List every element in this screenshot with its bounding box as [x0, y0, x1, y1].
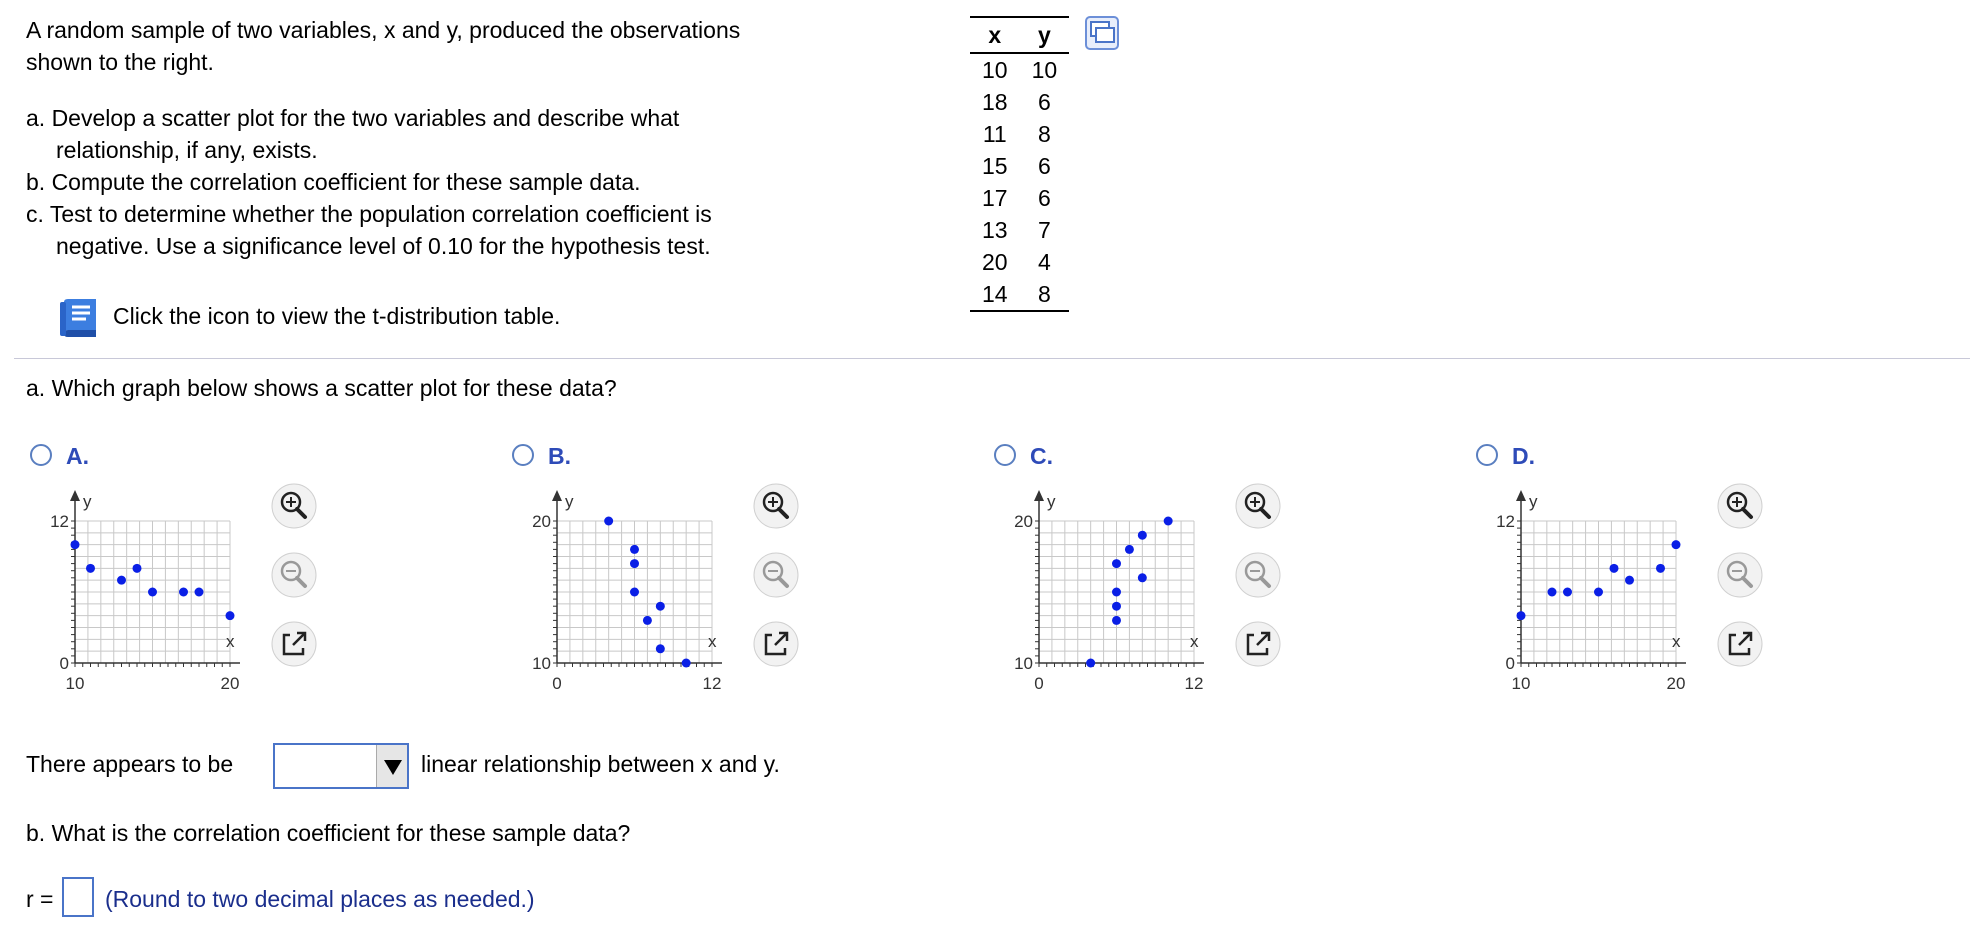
data-point: [604, 517, 613, 526]
data-point: [1672, 540, 1681, 549]
x-axis-label: x: [1190, 632, 1199, 651]
cell-y: 7: [1037, 216, 1051, 243]
intro-line: A random sample of two variables, x and y, produced the observations: [26, 17, 741, 43]
x-tick-label: 12: [1184, 674, 1204, 693]
cell-y: 10: [1031, 56, 1058, 83]
y-tick-label: 12: [1496, 512, 1515, 531]
option-d-label: D.: [1512, 443, 1535, 469]
r-input[interactable]: [62, 877, 94, 917]
data-point: [1164, 517, 1173, 526]
part-c-line: negative. Use a significance level of 0.10 for the hypothesis test.: [56, 233, 711, 259]
table-row: [970, 246, 1069, 278]
data-point: [643, 616, 652, 625]
zoom-out-icon[interactable]: [1234, 551, 1282, 599]
cell-y: 8: [1020, 278, 1070, 311]
x-tick-label: 20: [1666, 674, 1686, 693]
problem-statement: [26, 14, 886, 262]
cell-y: 8: [1037, 120, 1051, 147]
data-point: [1610, 564, 1619, 573]
data-point: [656, 644, 665, 653]
section-divider: [14, 358, 1970, 359]
popout-icon[interactable]: [752, 620, 800, 668]
data-point: [71, 540, 80, 549]
y-axis-arrow: [552, 490, 562, 501]
part-b-line: b. Compute the correlation coefficient for these sample data.: [26, 169, 641, 195]
question-a: a. Which graph below shows a scatter plot for these data?: [26, 375, 617, 401]
scatter-plot-d: [1476, 485, 1686, 700]
x-tick-label: 10: [1511, 674, 1531, 693]
data-point: [1625, 576, 1634, 585]
zoom-in-icon[interactable]: [270, 482, 318, 530]
data-point: [1548, 588, 1557, 597]
cell-y: 6: [1037, 88, 1051, 115]
y-axis-arrow: [1516, 490, 1526, 501]
y-axis-arrow: [70, 490, 80, 501]
column-header-y: y: [1020, 17, 1070, 53]
data-point: [1656, 564, 1665, 573]
relationship-sentence-start: There appears to be: [26, 751, 234, 777]
y-tick-label: 10: [1014, 654, 1033, 673]
copy-table-icon[interactable]: [1085, 16, 1119, 50]
data-point: [630, 588, 639, 597]
y-axis-label: y: [83, 492, 92, 511]
y-tick-label: 20: [532, 512, 551, 531]
data-point: [1112, 559, 1121, 568]
zoom-out-icon[interactable]: [752, 551, 800, 599]
part-c-line: c. Test to determine whether the population correlation coefficient is: [26, 201, 712, 227]
data-point: [1563, 588, 1572, 597]
y-tick-label: 0: [59, 654, 69, 673]
data-point: [630, 545, 639, 554]
table-row: [970, 86, 1069, 118]
table-row: [970, 278, 1069, 311]
cell-x: 13: [982, 216, 1008, 243]
data-point: [1138, 573, 1147, 582]
table-row: [970, 150, 1069, 182]
intro-line: shown to the right.: [26, 49, 214, 75]
table-row: [970, 118, 1069, 150]
part-a-line: a. Develop a scatter plot for the two variables and describe what: [26, 105, 680, 131]
zoom-out-icon[interactable]: [1716, 551, 1764, 599]
cell-x: 10: [982, 56, 1008, 83]
y-tick-label: 12: [50, 512, 69, 531]
option-b-radio[interactable]: [512, 444, 534, 466]
y-tick-label: 10: [532, 654, 551, 673]
zoom-out-icon[interactable]: [270, 551, 318, 599]
x-tick-label: 0: [1034, 674, 1044, 693]
question-b: b. What is the correlation coefficient for these sample data?: [26, 820, 631, 846]
scatter-plot-b: [512, 485, 722, 700]
x-axis-label: x: [226, 632, 235, 651]
data-point: [195, 588, 204, 597]
data-point: [1594, 588, 1603, 597]
data-point: [133, 564, 142, 573]
scatter-plot-c: [994, 485, 1204, 700]
x-tick-label: 20: [220, 674, 240, 693]
option-d-radio[interactable]: [1476, 444, 1498, 466]
y-axis-label: y: [1529, 492, 1538, 511]
y-axis-arrow: [1034, 490, 1044, 501]
data-point: [86, 564, 95, 573]
option-a-label: A.: [66, 443, 89, 469]
rounding-note: (Round to two decimal places as needed.): [105, 886, 535, 912]
data-point: [1125, 545, 1134, 554]
y-axis-label: y: [1047, 492, 1056, 511]
data-point: [1138, 531, 1147, 540]
x-axis-label: x: [708, 632, 717, 651]
cell-y: 4: [1037, 248, 1051, 275]
data-point: [656, 602, 665, 611]
scatter-plot-a: [30, 485, 240, 700]
cell-x: 20: [982, 248, 1008, 275]
option-c-label: C.: [1030, 443, 1053, 469]
r-label: r =: [26, 886, 54, 912]
y-tick-label: 20: [1014, 512, 1033, 531]
data-point: [148, 588, 157, 597]
cell-x: 11: [982, 120, 1007, 147]
table-row: [970, 214, 1069, 246]
data-point: [682, 659, 691, 668]
data-point: [1112, 588, 1121, 597]
data-point: [1086, 659, 1095, 668]
x-tick-label: 10: [65, 674, 85, 693]
data-point: [1112, 602, 1121, 611]
cell-x: 18: [982, 88, 1008, 115]
option-b-label: B.: [548, 443, 571, 469]
data-point: [179, 588, 188, 597]
data-point: [1517, 611, 1526, 620]
x-axis-label: x: [1672, 632, 1681, 651]
column-header-x: x: [970, 17, 1020, 53]
popout-icon[interactable]: [270, 620, 318, 668]
cell-x: 15: [982, 152, 1008, 179]
table-row: [970, 53, 1069, 86]
dropdown-arrow-icon[interactable]: [376, 745, 407, 787]
t-table-link-text[interactable]: Click the icon to view the t-distribution table.: [113, 303, 561, 329]
relationship-dropdown[interactable]: [273, 743, 409, 789]
cell-x: 14: [970, 278, 1020, 311]
data-point: [1112, 616, 1121, 625]
data-point: [117, 576, 126, 585]
book-icon[interactable]: [58, 298, 100, 338]
y-tick-label: 0: [1505, 654, 1515, 673]
zoom-in-icon[interactable]: [1716, 482, 1764, 530]
popout-icon[interactable]: [1716, 620, 1764, 668]
popout-icon[interactable]: [1234, 620, 1282, 668]
relationship-sentence-end: linear relationship between x and y.: [421, 751, 780, 777]
zoom-in-icon[interactable]: [1234, 482, 1282, 530]
part-a-line: relationship, if any, exists.: [56, 137, 318, 163]
cell-y: 6: [1037, 152, 1051, 179]
table-row: [970, 182, 1069, 214]
x-tick-label: 12: [702, 674, 722, 693]
data-table: [970, 16, 1069, 312]
cell-x: 17: [982, 184, 1008, 211]
zoom-in-icon[interactable]: [752, 482, 800, 530]
option-a-radio[interactable]: [30, 444, 52, 466]
y-axis-label: y: [565, 492, 574, 511]
x-tick-label: 0: [552, 674, 562, 693]
cell-y: 6: [1037, 184, 1051, 211]
data-point: [226, 611, 235, 620]
data-point: [630, 559, 639, 568]
option-c-radio[interactable]: [994, 444, 1016, 466]
